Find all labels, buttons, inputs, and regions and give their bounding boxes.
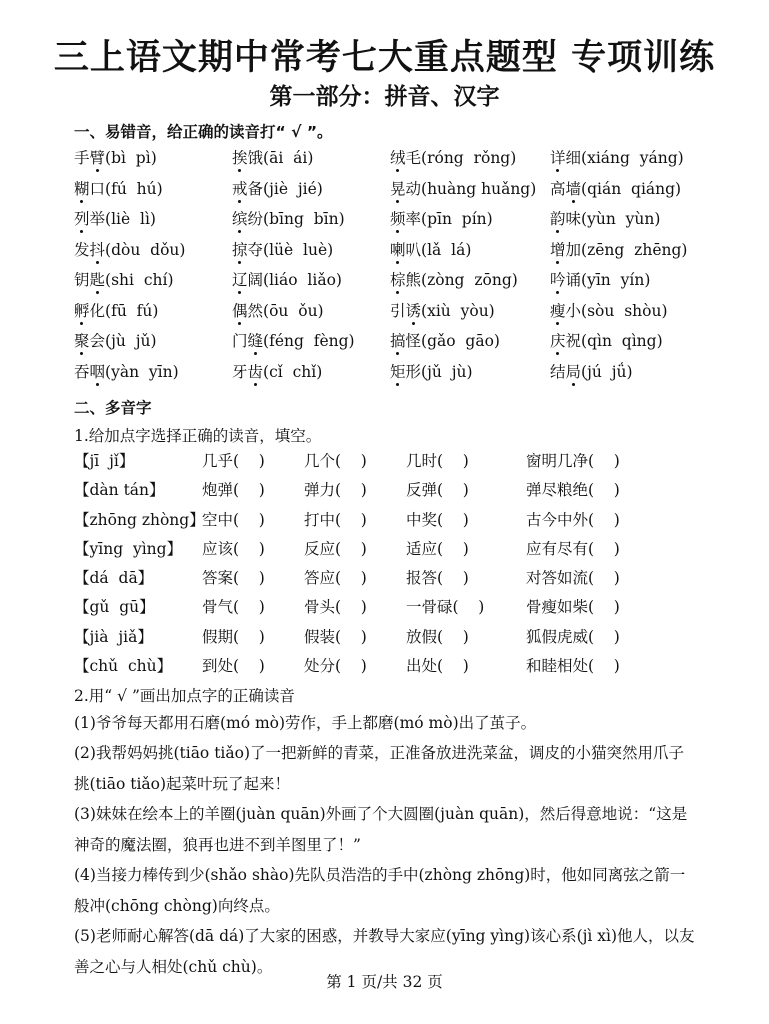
- pinyin-options[interactable]: (yīn yín): [581, 271, 651, 289]
- pinyin-item: [550, 329, 663, 351]
- pinyin-item: [232, 360, 322, 382]
- dotted-character: 韵: [550, 207, 566, 229]
- pinyin-key: 【jià jiǎ】: [74, 627, 153, 646]
- fill-blank-item[interactable]: 空中( ): [202, 510, 265, 529]
- fill-blank-item[interactable]: 几个( ): [304, 452, 367, 470]
- pinyin-options[interactable]: (lǎ lá): [421, 240, 472, 259]
- fill-blank-item[interactable]: 几时( ): [406, 452, 469, 470]
- pinyin-key: 【dàn tán】: [74, 481, 165, 500]
- pinyin-options[interactable]: (fú hú): [105, 179, 163, 198]
- pinyin-options[interactable]: (jù jǔ): [105, 332, 157, 350]
- pinyin-item: [232, 329, 355, 351]
- dotted-character: 挨: [232, 146, 248, 168]
- character: 钥: [74, 271, 90, 289]
- pinyin-key: 【zhōng zhòng】: [74, 510, 205, 529]
- question2-item-2: (2)我帮妈妈挑(tiāo tiǎo)了一把新鲜的青菜，正准备放进洗菜盆，调皮的小猫突然用爪子挑(tiāo tiǎo)起菜叶玩了起来！: [74, 744, 684, 793]
- pinyin-options[interactable]: (lüè luè): [263, 240, 334, 259]
- fill-blank-item[interactable]: 中奖( ): [406, 510, 469, 529]
- character: 祝: [565, 332, 582, 350]
- pinyin-options[interactable]: (jiè jié): [263, 179, 323, 198]
- polyphone-row: [74, 654, 714, 683]
- character: 备: [247, 179, 264, 198]
- character: 加: [565, 240, 582, 259]
- fill-blank-item[interactable]: 几乎( ): [202, 452, 265, 470]
- character: 叭: [405, 240, 422, 259]
- character: 然: [247, 301, 264, 320]
- fill-blank-item[interactable]: 骨头( ): [304, 598, 367, 617]
- dotted-character: 齿: [248, 360, 264, 382]
- dotted-character: 瘦: [550, 299, 566, 321]
- dotted-character: 吟: [550, 268, 566, 290]
- pinyin-item: [232, 268, 342, 290]
- fill-blank-item[interactable]: 一骨碌( ): [406, 598, 485, 617]
- pinyin-item: [550, 360, 633, 382]
- fill-blank-item[interactable]: 出处( ): [406, 657, 469, 676]
- fill-blank-item[interactable]: 骨气( ): [202, 598, 265, 617]
- pinyin-item: [390, 329, 500, 351]
- character: 率: [405, 210, 422, 228]
- pinyin-options[interactable]: (xiáng yáng): [581, 149, 684, 167]
- pinyin-item: [550, 238, 687, 260]
- character: 怪: [405, 332, 422, 350]
- pinyin-item: [232, 146, 313, 168]
- fill-blank-item[interactable]: 答应( ): [304, 569, 367, 588]
- dotted-character: 详: [550, 146, 566, 168]
- character: 小: [565, 301, 582, 320]
- dotted-character: 缤: [232, 207, 248, 229]
- pinyin-item: [550, 299, 668, 321]
- fill-blank-item[interactable]: 报答( ): [406, 569, 469, 588]
- pinyin-item: [550, 268, 650, 290]
- fill-blank-item[interactable]: 答案( ): [202, 569, 265, 588]
- document-subtitle: 第一部分：拼音、汉字: [269, 84, 500, 110]
- pinyin-options[interactable]: (xiù yòu): [421, 301, 495, 320]
- pinyin-options[interactable]: (róng rǒng): [421, 149, 517, 167]
- dotted-character: 频: [390, 207, 406, 229]
- character: 门: [232, 332, 248, 350]
- dotted-character: 糊: [74, 177, 90, 199]
- pinyin-options[interactable]: (jǔ jù): [421, 362, 473, 381]
- question1-label: 1.给加点字选择正确的读音，填空。: [74, 427, 322, 445]
- pinyin-options[interactable]: (ōu ǒu): [263, 301, 324, 320]
- pinyin-item: [550, 207, 660, 229]
- pinyin-options[interactable]: (cǐ chǐ): [263, 362, 323, 381]
- polyphone-row: [74, 537, 714, 566]
- pinyin-key: 【jī jǐ】: [74, 452, 135, 470]
- pinyin-key: 【gǔ gū】: [74, 598, 155, 617]
- pinyin-item: [550, 146, 684, 168]
- fill-blank-item[interactable]: 假期( ): [202, 627, 265, 646]
- pinyin-row: [74, 299, 714, 330]
- pinyin-row: [74, 268, 714, 299]
- section1-heading: 一、易错音，给正确的读音打“ √ ”。: [74, 123, 333, 141]
- character: 手: [74, 149, 90, 167]
- page-footer: 第 1 页/共 32 页: [326, 973, 443, 991]
- pinyin-item: [390, 207, 493, 229]
- pinyin-item: [390, 238, 471, 260]
- fill-blank-item[interactable]: 弹尽粮绝( ): [526, 481, 620, 500]
- pinyin-row: [74, 146, 714, 177]
- pinyin-options[interactable]: (bì pì): [105, 149, 157, 167]
- pinyin-options[interactable]: (yàn yīn): [105, 362, 179, 381]
- character: 纷: [247, 210, 264, 228]
- fill-blank-item[interactable]: 反应( ): [304, 539, 367, 558]
- pinyin-row: [74, 207, 714, 238]
- pinyin-row: [74, 177, 714, 208]
- dotted-character: 列: [74, 207, 90, 229]
- dotted-character: 戒: [232, 177, 248, 199]
- dotted-character: 抖: [90, 238, 106, 260]
- pinyin-item: [74, 299, 158, 321]
- pinyin-options[interactable]: (bīng bīn): [263, 210, 345, 228]
- dotted-character: 孵: [74, 299, 90, 321]
- pinyin-item: [74, 146, 157, 168]
- pinyin-key: 【chǔ chù】: [74, 657, 173, 676]
- fill-blank-item[interactable]: 弹力( ): [304, 481, 367, 500]
- dotted-character: 增: [550, 238, 566, 260]
- dotted-character: 绒: [390, 146, 406, 168]
- pinyin-item: [390, 299, 495, 321]
- character: 阔: [247, 271, 264, 289]
- character: 毛: [405, 149, 422, 167]
- character: 高: [550, 179, 566, 198]
- polyphone-row: [74, 478, 714, 507]
- fill-blank-item[interactable]: 到处( ): [202, 657, 265, 676]
- question2-item-1: (1)爷爷每天都用石磨(mó mò)劳作，手上都磨(mó mò)出了茧子。: [74, 714, 537, 732]
- section2-heading: 二、多音字: [74, 399, 152, 417]
- dotted-character: 臂: [90, 146, 106, 168]
- character: 饿: [247, 149, 264, 167]
- pinyin-item: [74, 177, 163, 199]
- character: 形: [405, 362, 422, 381]
- polyphone-row: [74, 595, 714, 624]
- pinyin-options[interactable]: (zēng zhēng): [581, 240, 688, 259]
- character: 动: [405, 179, 422, 198]
- fill-blank-item[interactable]: 和睦相处( ): [526, 657, 620, 676]
- pinyin-options[interactable]: (huàng huǎng): [421, 179, 537, 198]
- character: 细: [565, 149, 582, 167]
- pinyin-item: [390, 268, 518, 290]
- fill-blank-item[interactable]: 炮弹( ): [202, 481, 265, 500]
- fill-blank-item[interactable]: 窗明几净( ): [526, 452, 620, 470]
- dotted-character: 棕: [390, 268, 406, 290]
- fill-blank-item[interactable]: 假装( ): [304, 627, 367, 646]
- pinyin-options[interactable]: (āi ái): [263, 149, 314, 167]
- pinyin-item: [390, 177, 536, 199]
- pinyin-options[interactable]: (zòng zōng): [421, 271, 518, 289]
- dotted-character: 喇: [390, 238, 406, 260]
- dotted-character: 矩: [390, 360, 406, 382]
- fill-blank-item[interactable]: 打中( ): [304, 510, 367, 529]
- dotted-character: 庆: [550, 329, 566, 351]
- dotted-character: 掠: [232, 238, 248, 260]
- pinyin-choice-grid: [74, 146, 714, 390]
- dotted-character: 聚: [74, 329, 90, 351]
- fill-blank-item[interactable]: 应该( ): [202, 539, 265, 558]
- pinyin-options[interactable]: (qián qiáng): [581, 179, 682, 198]
- pinyin-row: [74, 360, 714, 391]
- character: 诵: [565, 271, 582, 289]
- pinyin-item: [232, 238, 333, 260]
- character: 熊: [405, 271, 422, 289]
- pinyin-row: [74, 329, 714, 360]
- dotted-character: 墙: [566, 177, 582, 199]
- fill-blank-item[interactable]: 放假( ): [406, 627, 469, 646]
- character: 口: [89, 179, 106, 198]
- dotted-character: 咽: [90, 360, 106, 382]
- pinyin-options[interactable]: (dòu dǒu): [105, 240, 186, 259]
- question2-item-3: (3)妹妹在绘本上的羊圈(juàn quān)外画了个大圆圈(juàn quān)，然后得意地说：“这是神奇的魔法圈，狼再也进不到羊图里了！”: [74, 805, 688, 854]
- pinyin-options[interactable]: (shi chí): [105, 271, 174, 289]
- polyphone-row: [74, 449, 714, 478]
- character: 举: [89, 210, 106, 228]
- dotted-character: 匙: [90, 268, 106, 290]
- character: 化: [89, 301, 106, 320]
- pinyin-options[interactable]: (sòu shòu): [581, 301, 668, 320]
- pinyin-item: [390, 360, 473, 382]
- document-title: 三上语文期中常考七大重点题型 专项训练: [53, 37, 716, 78]
- character: 发: [74, 240, 90, 259]
- character: 夺: [247, 240, 264, 259]
- pinyin-key: 【dá dā】: [74, 569, 154, 588]
- character: 结: [550, 362, 566, 381]
- fill-blank-item[interactable]: 反弹( ): [406, 481, 469, 500]
- fill-blank-item[interactable]: 古今中外( ): [526, 510, 620, 529]
- question2-item-4: (4)当接力棒传到少(shǎo shào)先队员浩浩的手中(zhòng zhōng)时，他如同离弦之箭一般冲(chōng chòng)向终点。: [74, 866, 686, 915]
- character: 会: [89, 332, 106, 350]
- pinyin-item: [550, 177, 681, 199]
- dotted-character: 诱: [406, 299, 422, 321]
- pinyin-item: [74, 360, 179, 382]
- pinyin-options[interactable]: (yùn yùn): [581, 210, 661, 228]
- question2-label: 2.用“ √ ”画出加点字的正确读音: [74, 687, 295, 705]
- fill-blank-item[interactable]: 对答如流( ): [526, 569, 620, 588]
- pinyin-item: [74, 268, 174, 290]
- pinyin-item: [232, 177, 323, 199]
- polyphone-fill-grid: [74, 449, 714, 683]
- fill-blank-item[interactable]: 骨瘦如柴( ): [526, 598, 620, 617]
- pinyin-item: [232, 207, 345, 229]
- polyphone-row: [74, 566, 714, 595]
- pinyin-item: [74, 207, 156, 229]
- pinyin-options[interactable]: (liè lì): [105, 210, 156, 228]
- polyphone-row: [74, 508, 714, 537]
- dotted-character: 缝: [248, 329, 264, 351]
- character: 吞: [74, 362, 90, 381]
- pinyin-options[interactable]: (gǎo gāo): [421, 332, 500, 350]
- character: 引: [390, 301, 406, 320]
- question2-item-5: (5)老师耐心解答(dā dá)了大家的困惑，并教导大家应(yīng yìng)该心系(jì xì)他人，以友善之心与人相处(chǔ chù)。: [74, 927, 695, 976]
- fill-blank-item[interactable]: 应有尽有( ): [526, 539, 620, 558]
- dotted-character: 辽: [232, 268, 248, 290]
- pinyin-item: [390, 146, 516, 168]
- pinyin-options[interactable]: (pīn pín): [421, 210, 493, 228]
- pinyin-item: [74, 329, 157, 351]
- pinyin-item: [232, 299, 324, 321]
- pinyin-options[interactable]: (jú jǘ): [581, 362, 633, 381]
- pinyin-item: [74, 238, 185, 260]
- pinyin-options[interactable]: (féng fèng): [263, 332, 355, 350]
- pinyin-options[interactable]: (qìn qìng): [581, 332, 663, 350]
- dotted-character: 局: [566, 360, 582, 382]
- dotted-character: 偶: [232, 299, 248, 321]
- pinyin-key: 【yīng yìng】: [74, 539, 183, 558]
- pinyin-row: [74, 238, 714, 269]
- dotted-character: 搞: [390, 329, 406, 351]
- fill-blank-item[interactable]: 处分( ): [304, 657, 367, 676]
- dotted-character: 晃: [390, 177, 406, 199]
- character: 味: [565, 210, 582, 228]
- fill-blank-item[interactable]: 狐假虎威( ): [526, 627, 620, 646]
- pinyin-options[interactable]: (fū fú): [105, 301, 159, 320]
- pinyin-options[interactable]: (liáo liǎo): [263, 271, 342, 289]
- fill-blank-item[interactable]: 适应( ): [406, 539, 469, 558]
- character: 牙: [232, 362, 248, 381]
- polyphone-row: [74, 625, 714, 654]
